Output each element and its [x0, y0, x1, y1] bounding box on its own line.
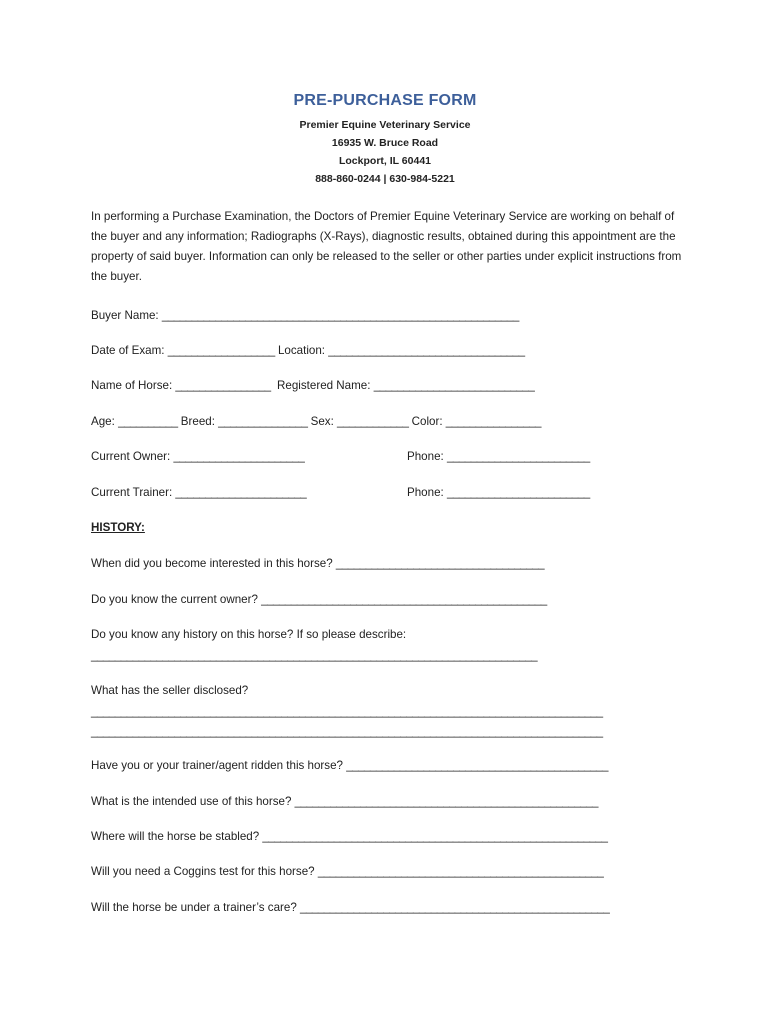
current-trainer-label: Current Trainer:: [91, 486, 176, 499]
breed-label: Breed:: [177, 415, 219, 428]
question-trainer-care: [91, 901, 609, 914]
question-trainer-care-label: Will the horse be under a trainer’s care?: [91, 901, 301, 914]
name-of-horse-field[interactable]: ________________: [175, 379, 271, 392]
horse-name-row: [91, 379, 534, 392]
question-coggins-field[interactable]: ________________________________________________: [317, 865, 604, 878]
owner-phone-label: Phone:: [407, 450, 447, 463]
exam-row: [91, 344, 525, 357]
date-of-exam-field[interactable]: __________________: [167, 344, 275, 357]
question-ridden: [91, 759, 608, 772]
current-owner-field[interactable]: ______________________: [173, 450, 305, 463]
color-field[interactable]: ________________: [445, 415, 541, 428]
current-owner-row: [91, 450, 304, 463]
question-coggins-label: Will you need a Coggins test for this horse?: [91, 865, 318, 878]
street-address: 16935 W. Bruce Road: [331, 137, 439, 149]
location-field[interactable]: _________________________________: [328, 344, 525, 357]
question-stabled-field[interactable]: __________________________________________________________: [262, 830, 608, 843]
question-intended-use-label: What is the intended use of this horse?: [91, 795, 295, 808]
buyer-name-row: [91, 309, 519, 322]
question-intended-use: [91, 795, 598, 808]
name-of-horse-label: Name of Horse:: [91, 379, 176, 392]
question-ridden-field[interactable]: ____________________________________________: [346, 759, 608, 772]
date-of-exam-label: Date of Exam:: [91, 344, 168, 357]
question-interested: [91, 557, 544, 570]
question-know-owner: [91, 593, 547, 606]
question-interested-field[interactable]: ___________________________________: [335, 557, 545, 570]
horse-details-row: [91, 415, 541, 428]
sex-label: Sex:: [307, 415, 338, 428]
age-field[interactable]: __________: [118, 415, 178, 428]
question-seller-disclosed-label: What has the seller disclosed?: [91, 684, 249, 697]
question-coggins: [91, 865, 603, 878]
seller-disclosed-field-1[interactable]: ______________________________________________________________________________________: [91, 705, 603, 718]
history-heading: HISTORY:: [91, 521, 145, 534]
question-interested-label: When did you become interested in this horse?: [91, 557, 336, 570]
registered-name-field[interactable]: ___________________________: [373, 379, 535, 392]
current-trainer-field[interactable]: ______________________: [175, 486, 307, 499]
buyer-name-label: Buyer Name:: [91, 309, 162, 322]
buyer-name-field[interactable]: ____________________________________________________________: [161, 309, 519, 322]
question-stabled: [91, 830, 607, 843]
age-label: Age:: [91, 415, 119, 428]
question-history-field[interactable]: ___________________________________________________________________________: [91, 649, 538, 662]
question-know-owner-field[interactable]: ________________________________________________: [261, 593, 547, 606]
phone-numbers: 888-860-0244 | 630-984-5221: [315, 173, 455, 185]
trainer-phone-field[interactable]: ________________________: [446, 486, 590, 499]
breed-field[interactable]: _______________: [218, 415, 308, 428]
city-address: Lockport, IL 60441: [338, 155, 431, 167]
owner-phone-field[interactable]: ________________________: [446, 450, 590, 463]
question-stabled-label: Where will the horse be stabled?: [91, 830, 263, 843]
color-label: Color:: [408, 415, 446, 428]
current-trainer-row: [91, 486, 306, 499]
seller-disclosed-field-2[interactable]: ______________________________________________________________________________________: [91, 725, 603, 738]
registered-name-label: Registered Name:: [270, 379, 374, 392]
question-ridden-label: Have you or your trainer/agent ridden this horse?: [91, 759, 347, 772]
trainer-phone-label: Phone:: [407, 486, 447, 499]
question-intended-use-field[interactable]: ___________________________________________________: [294, 795, 598, 808]
question-know-owner-label: Do you know the current owner?: [91, 593, 262, 606]
current-owner-label: Current Owner:: [91, 450, 174, 463]
question-history: [91, 628, 406, 641]
question-history-label: Do you know any history on this horse? If so please describe:: [91, 628, 407, 641]
org-name: Premier Equine Veterinary Service: [299, 119, 471, 131]
sex-field[interactable]: ____________: [337, 415, 409, 428]
question-seller-disclosed: [91, 684, 248, 697]
form-title: PRE-PURCHASE FORM: [293, 92, 477, 109]
location-label: Location:: [274, 344, 329, 357]
question-trainer-care-field[interactable]: ____________________________________________________: [300, 901, 610, 914]
owner-phone-row: [407, 450, 590, 463]
intro-paragraph: In performing a Purchase Examination, the Doctors of Premier Equine Veterinary Service are working on behalf of the buyer and any information; Radiographs (X-Rays), diagnostic results, obtained during this appointment are the property of said buyer. Information can only be released to the seller or other parties under explicit instructions from the buyer.: [91, 210, 682, 283]
trainer-phone-row: [407, 486, 590, 499]
